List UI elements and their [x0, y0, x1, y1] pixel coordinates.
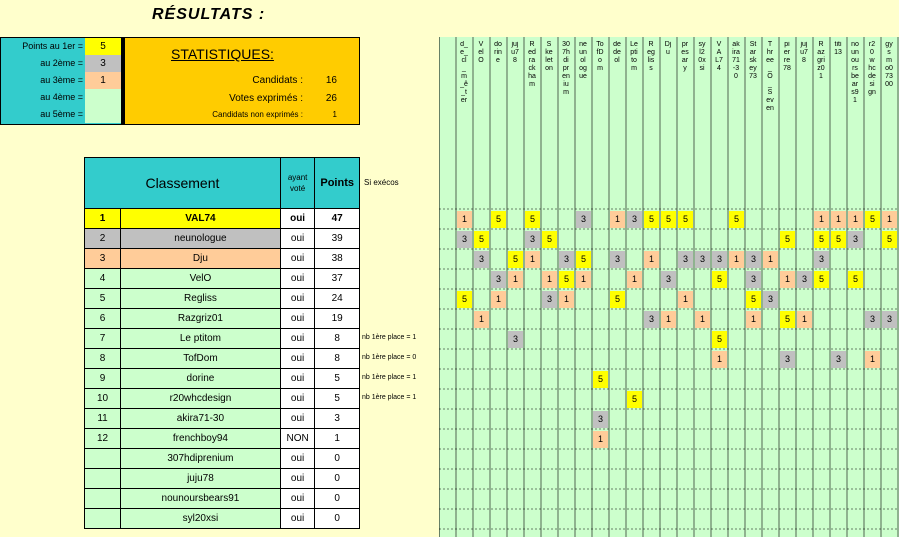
vote-cell: 3 [610, 251, 625, 268]
ranking-name: Razgriz01 [121, 309, 281, 329]
vote-cell: 1 [593, 431, 608, 448]
voter-label: VelO [478, 41, 484, 64]
statistics-title: STATISTIQUES: [171, 46, 274, 62]
ranking-points: 24 [315, 289, 360, 309]
vote-cell: 3 [882, 311, 897, 328]
vote-cell: 5 [678, 211, 693, 228]
voter-label: Regliss [647, 41, 655, 72]
vote-cell: 1 [559, 291, 574, 308]
vote-cell: 5 [865, 211, 880, 228]
ranking-rank: 11 [85, 409, 121, 429]
voter-label: TofDom [596, 41, 604, 72]
ranking-name: Dju [121, 249, 281, 269]
vote-cell: 5 [559, 271, 574, 288]
points-row [1, 72, 121, 89]
vote-cell: 1 [695, 311, 710, 328]
vote-cell: 3 [831, 351, 846, 368]
ranking-points: 1 [315, 429, 360, 449]
statistics-label: Votes exprimés : [229, 93, 303, 104]
vote-cell: 3 [457, 231, 472, 248]
voter-label: dorine [494, 41, 502, 64]
vote-cell: 1 [661, 311, 676, 328]
vote-cell: 3 [848, 231, 863, 248]
ranking-name: TofDom [121, 349, 281, 369]
vote-cell: 5 [712, 331, 727, 348]
ranking-header-ex: Si exécos [364, 178, 399, 187]
vote-cell: 1 [678, 291, 693, 308]
voter-label: VAL74 [715, 41, 723, 72]
table-row [85, 429, 360, 449]
ranking-points: 5 [315, 389, 360, 409]
table-row [85, 369, 360, 389]
voter-label: Starskey73 [749, 41, 757, 80]
ranking-note: nb 1ère place = 1 [362, 334, 417, 341]
vote-cell: 1 [882, 211, 897, 228]
vote-cell: 3 [559, 251, 574, 268]
statistics-row [125, 110, 357, 124]
table-row [85, 469, 360, 489]
statistics-value: 1 [332, 110, 337, 119]
vote-cell: 1 [474, 311, 489, 328]
ranking-rank: 9 [85, 369, 121, 389]
points-row [1, 38, 121, 55]
vote-cell: 1 [542, 271, 557, 288]
statistics-label: Candidats : [252, 75, 303, 86]
points-value [85, 89, 121, 106]
ranking-note: nb 1ère place = 0 [362, 354, 417, 361]
voter-label: dedeol [613, 41, 621, 64]
vote-cell: 1 [610, 211, 625, 228]
ranking-table [84, 157, 360, 529]
ranking-header-name: Classement [85, 158, 281, 209]
ranking-voted: NON [280, 429, 315, 449]
table-row [85, 249, 360, 269]
vote-cell: 3 [576, 211, 591, 228]
ranking-points: 0 [315, 509, 360, 529]
ranking-voted: oui [280, 409, 315, 429]
vote-cell: 3 [763, 291, 778, 308]
ranking-name: syl20xsi [121, 509, 281, 529]
vote-cell: 5 [474, 231, 489, 248]
voter-label: d_e_cl_m_ê_ter [460, 41, 468, 104]
ranking-rank: 6 [85, 309, 121, 329]
ranking-name: VAL74 [121, 209, 281, 229]
vote-cell: 5 [644, 211, 659, 228]
table-row [85, 229, 360, 249]
ranking-name: nounoursbears91 [121, 489, 281, 509]
ranking-rank [85, 489, 121, 509]
voter-label: Redrackham [528, 41, 536, 88]
vote-cell: 1 [797, 311, 812, 328]
vote-cell: 3 [712, 251, 727, 268]
ranking-points: 39 [315, 229, 360, 249]
vote-cell: 3 [814, 251, 829, 268]
points-label: au 5ème = [40, 109, 83, 119]
vote-cell: 5 [576, 251, 591, 268]
statistics-value: 26 [325, 93, 337, 104]
vote-cell: 3 [797, 271, 812, 288]
voter-label: juju78 [511, 41, 519, 64]
vote-cell: 3 [542, 291, 557, 308]
ranking-rank: 10 [85, 389, 121, 409]
ranking-name: frenchboy94 [121, 429, 281, 449]
ranking-header-row [85, 158, 360, 209]
ranking-voted: oui [280, 469, 315, 489]
voter-label: 307hdiprenium [562, 41, 570, 96]
points-legend [0, 37, 122, 125]
voter-label: Le ptitom [630, 41, 638, 72]
table-row [85, 509, 360, 529]
vote-cell: 3 [661, 271, 676, 288]
table-row [85, 449, 360, 469]
statistics-label: Candidats non exprimés : [212, 110, 303, 119]
ranking-points: 3 [315, 409, 360, 429]
ranking-rank: 4 [85, 269, 121, 289]
vote-cell: 3 [644, 311, 659, 328]
table-row [85, 389, 360, 409]
ranking-rank: 12 [85, 429, 121, 449]
voter-label: Three_O_Seven [766, 41, 774, 112]
vote-cell: 1 [525, 251, 540, 268]
ranking-note: nb 1ère place = 1 [362, 374, 417, 381]
vote-cell: 3 [525, 231, 540, 248]
ranking-name: neunologue [121, 229, 281, 249]
voter-label: Skeleton [545, 41, 553, 72]
points-label: au 3ème = [40, 75, 83, 85]
points-value [85, 106, 121, 123]
table-row [85, 349, 360, 369]
vote-cell: 1 [491, 291, 506, 308]
vote-cell: 3 [491, 271, 506, 288]
vote-cell: 3 [627, 211, 642, 228]
vote-cell: 3 [746, 251, 761, 268]
vote-cell: 5 [780, 311, 795, 328]
ranking-rank: 3 [85, 249, 121, 269]
table-row [85, 409, 360, 429]
ranking-voted: oui [280, 349, 315, 369]
vote-cell: 1 [508, 271, 523, 288]
ranking-header-voted: ayant voté [280, 158, 315, 209]
vote-cell: 3 [695, 251, 710, 268]
voter-label: r20whcdesign [868, 41, 876, 96]
ranking-rank: 5 [85, 289, 121, 309]
ranking-points: 0 [315, 469, 360, 489]
vote-cell: 3 [593, 411, 608, 428]
ranking-header-points: Points [315, 158, 360, 209]
voter-label: syl20xsi [698, 41, 706, 72]
voter-label: pierre78 [783, 41, 791, 72]
ranking-points: 47 [315, 209, 360, 229]
vote-cell: 5 [814, 271, 829, 288]
vote-cell: 5 [593, 371, 608, 388]
vote-cell: 1 [457, 211, 472, 228]
vote-cell: 5 [627, 391, 642, 408]
vote-cell: 1 [831, 211, 846, 228]
points-label: au 4ème = [40, 92, 83, 102]
table-row [85, 289, 360, 309]
voter-label: Dju [664, 41, 672, 56]
vote-cell: 1 [848, 211, 863, 228]
ranking-points: 38 [315, 249, 360, 269]
vote-cell: 5 [661, 211, 676, 228]
table-row [85, 489, 360, 509]
ranking-name: Regliss [121, 289, 281, 309]
vote-cell: 3 [746, 271, 761, 288]
vote-cell: 5 [525, 211, 540, 228]
ranking-voted: oui [280, 289, 315, 309]
ranking-name: juju78 [121, 469, 281, 489]
ranking-name: VelO [121, 269, 281, 289]
ranking-rank: 7 [85, 329, 121, 349]
vote-cell: 5 [508, 251, 523, 268]
vote-cell: 1 [780, 271, 795, 288]
ranking-name: Le ptitom [121, 329, 281, 349]
ranking-voted: oui [280, 329, 315, 349]
ranking-voted: oui [280, 489, 315, 509]
ranking-voted: oui [280, 509, 315, 529]
voter-label: gysmo07300 [885, 41, 893, 88]
vote-cell: 5 [729, 211, 744, 228]
ranking-voted: oui [280, 389, 315, 409]
vote-cell: 5 [610, 291, 625, 308]
vote-cell: 1 [627, 271, 642, 288]
table-row [85, 269, 360, 289]
table-row [85, 329, 360, 349]
table-row [85, 209, 360, 229]
voter-label: Razgriz01 [817, 41, 825, 80]
ranking-name: dorine [121, 369, 281, 389]
vote-cell: 1 [729, 251, 744, 268]
points-row [1, 55, 121, 72]
ranking-voted: oui [280, 309, 315, 329]
vote-cell: 5 [712, 271, 727, 288]
points-label: au 2ème = [40, 58, 83, 68]
ranking-points: 0 [315, 489, 360, 509]
points-value: 3 [85, 55, 121, 72]
statistics-row [125, 93, 357, 107]
vote-cell: 5 [746, 291, 761, 308]
ranking-name: r20whcdesign [121, 389, 281, 409]
vote-cell: 5 [780, 231, 795, 248]
points-label: Points au 1er = [22, 41, 83, 51]
statistics-row [125, 75, 357, 89]
vote-cell: 1 [865, 351, 880, 368]
voter-label: titi13 [834, 41, 842, 56]
points-value: 5 [85, 38, 121, 55]
vote-cell: 1 [763, 251, 778, 268]
ranking-voted: oui [280, 449, 315, 469]
ranking-rank [85, 449, 121, 469]
vote-cell: 5 [457, 291, 472, 308]
ranking-name: 307hdiprenium [121, 449, 281, 469]
statistics-box [122, 37, 360, 125]
vote-cell: 1 [712, 351, 727, 368]
vote-cell: 5 [491, 211, 506, 228]
statistics-value: 16 [325, 75, 337, 86]
ranking-points: 5 [315, 369, 360, 389]
ranking-rank [85, 509, 121, 529]
ranking-points: 0 [315, 449, 360, 469]
voter-label: neunologue [579, 41, 587, 80]
ranking-points: 8 [315, 329, 360, 349]
ranking-rank: 2 [85, 229, 121, 249]
ranking-rank [85, 469, 121, 489]
vote-cell: 1 [814, 211, 829, 228]
ranking-voted: oui [280, 249, 315, 269]
vote-cell: 3 [678, 251, 693, 268]
votes-grid [439, 37, 899, 537]
points-row [1, 89, 121, 106]
vote-cell: 5 [814, 231, 829, 248]
ranking-voted: oui [280, 209, 315, 229]
ranking-rank: 1 [85, 209, 121, 229]
vote-cell: 3 [508, 331, 523, 348]
points-row [1, 106, 121, 123]
ranking-rank: 8 [85, 349, 121, 369]
voter-label: nounoursbears91 [851, 41, 859, 104]
vote-cell: 3 [865, 311, 880, 328]
ranking-voted: oui [280, 269, 315, 289]
ranking-note: nb 1ère place = 1 [362, 394, 417, 401]
voter-label: presary [681, 41, 689, 72]
ranking-voted: oui [280, 369, 315, 389]
vote-cell: 1 [644, 251, 659, 268]
ranking-points: 37 [315, 269, 360, 289]
ranking-voted: oui [280, 229, 315, 249]
vote-cell: 5 [848, 271, 863, 288]
voter-label: akira71-30 [732, 41, 740, 80]
vote-cell: 1 [576, 271, 591, 288]
vote-cell: 5 [831, 231, 846, 248]
vote-cell: 5 [882, 231, 897, 248]
page-title: RÉSULTATS : [152, 6, 266, 23]
points-value: 1 [85, 72, 121, 89]
vote-cell: 5 [542, 231, 557, 248]
vote-cell: 3 [780, 351, 795, 368]
voter-label: juju78 [800, 41, 808, 64]
ranking-points: 19 [315, 309, 360, 329]
table-row [85, 309, 360, 329]
vote-cell: 1 [746, 311, 761, 328]
ranking-name: akira71-30 [121, 409, 281, 429]
ranking-points: 8 [315, 349, 360, 369]
vote-cell: 3 [474, 251, 489, 268]
